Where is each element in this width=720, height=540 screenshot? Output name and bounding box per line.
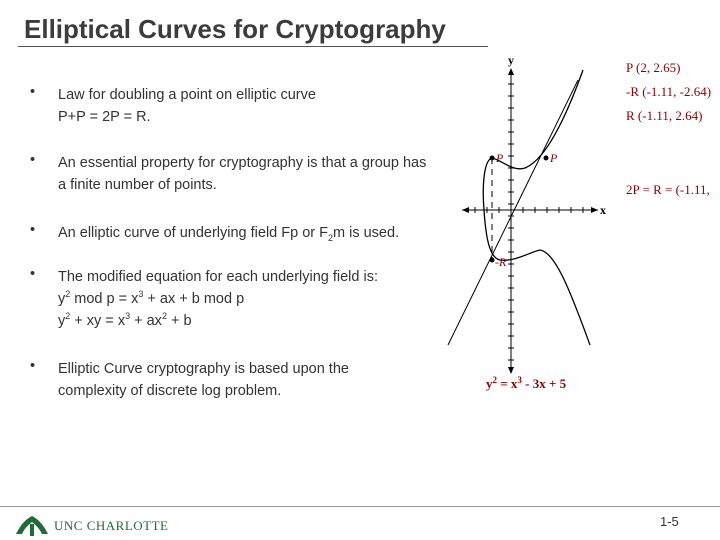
point-P-label: P xyxy=(550,151,558,165)
curve-left-loop xyxy=(483,70,583,260)
university-logo-icon xyxy=(12,512,52,538)
y-axis-arrow-bottom xyxy=(508,367,514,374)
bullet-text-line: Law for doubling a point on elliptic curve xyxy=(58,87,316,103)
coord-negR: -R (-1.11, -2.64) xyxy=(626,84,712,99)
doubling-result: 2P = R = (-1.11, xyxy=(626,182,710,197)
bullet-marker: • xyxy=(30,84,36,100)
bullet-text-line: P+P = 2P = R. xyxy=(58,109,151,125)
curve-equation: $y^2 = x^3 - 3x + 5$ xyxy=(486,375,567,391)
bullet-text-line: The modified equation for each underlying field is: xyxy=(58,269,378,285)
page-number: 1-5 xyxy=(660,514,679,529)
x-axis-arrow-right xyxy=(591,207,598,213)
equation-line-1: $y^2$ mod $p = x^3$ + ax + b mod p xyxy=(58,289,245,307)
y-axis-arrow-top xyxy=(508,68,514,75)
footer-divider xyxy=(0,506,720,507)
curve-lower-branch xyxy=(540,250,590,345)
bullet-marker: • xyxy=(30,358,36,374)
point-negR-label: -R xyxy=(495,255,507,269)
bullet-marker: • xyxy=(30,266,36,282)
equation-line-2: $y^2$ + xy = $x^3 + ax^2 + b$ xyxy=(58,311,192,329)
bullet-text-line: a finite number of points. xyxy=(58,177,217,193)
bullet-marker: • xyxy=(30,152,36,168)
y-axis-label: y xyxy=(508,53,514,67)
x-axis-arrow-left xyxy=(462,207,469,213)
x-axis-label: x xyxy=(600,203,606,217)
university-name: UNC CHARLOTTE xyxy=(54,518,169,533)
point-R xyxy=(490,156,495,161)
axis-ticks xyxy=(475,84,583,360)
point-R-label: P xyxy=(496,151,504,165)
bullet-text-line: An essential property for cryptography is that a group has xyxy=(58,155,427,171)
bullet-text-line: complexity of discrete log problem. xyxy=(58,383,282,399)
bullet-marker: • xyxy=(30,222,36,238)
slide-title: Elliptical Curves for Cryptography xyxy=(24,14,446,44)
coord-R: R (-1.11, 2.64) xyxy=(626,108,703,123)
coord-P: P (2, 2.65) xyxy=(626,60,681,75)
bullet-text-line: An elliptic curve of underlying field Fp or $F_2m$ is used. xyxy=(58,225,400,243)
bullet-text-line: Elliptic Curve cryptography is based upon the xyxy=(58,361,349,377)
point-P xyxy=(544,156,549,161)
point-negR xyxy=(490,258,495,263)
